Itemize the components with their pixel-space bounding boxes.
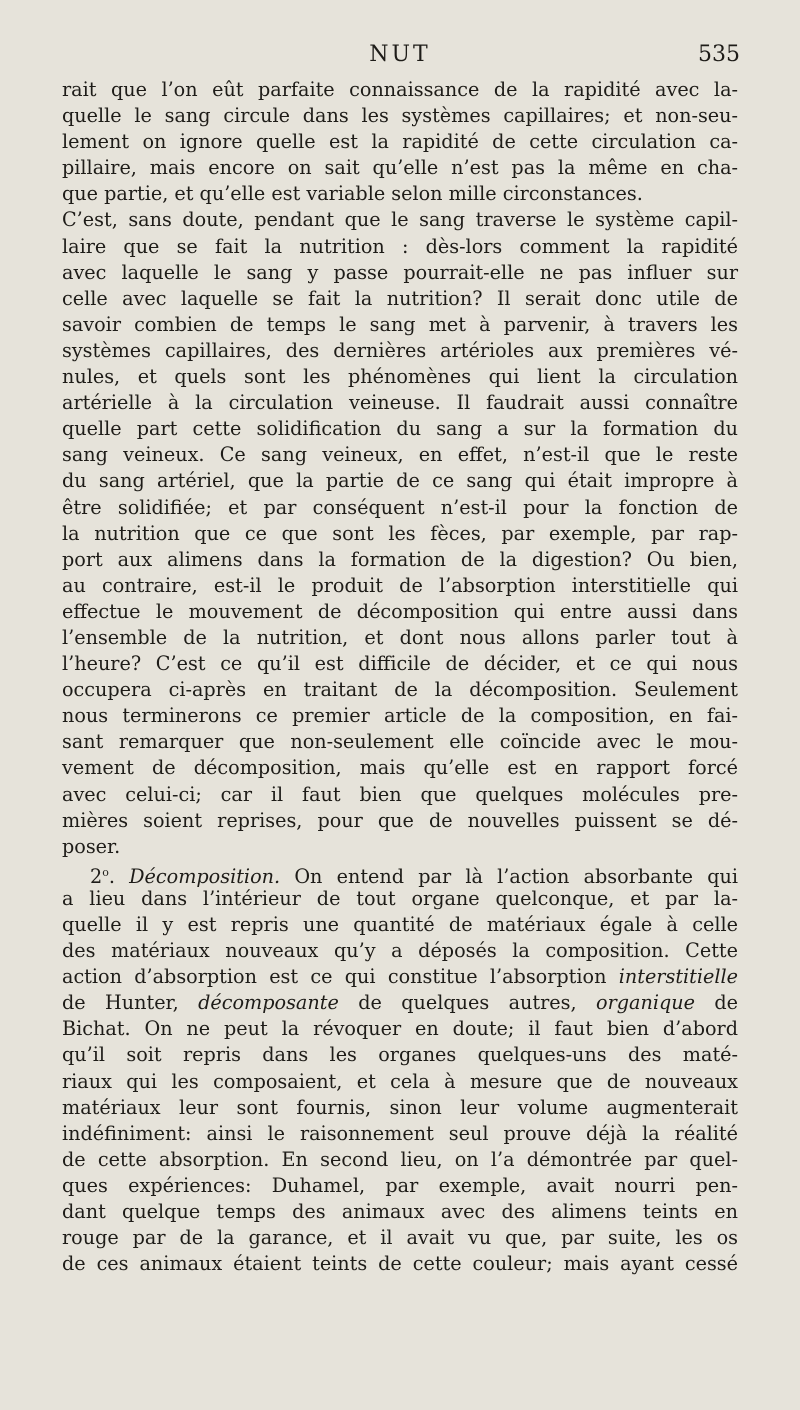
page-header — [60, 42, 740, 72]
section-2-first-line: 2$^o$. Décomposition. On entend par là l’action absorbante qui — [90, 864, 739, 888]
text-line: vement de décomposition, mais qu’elle est en rapport forcé — [62, 756, 738, 780]
text-line: matériaux leur sont fournis, sinon leur volume augmenterait — [62, 1095, 738, 1119]
text-line: occupera ci-après en traitant de la décomposition. Seulement — [62, 678, 738, 702]
text-line: effectue le mouvement de décomposition qui entre aussi dans — [62, 599, 738, 623]
text-line: avec celui-ci; car il faut bien que quelques molécules pre- — [62, 782, 738, 806]
text-line: lement on ignore quelle est la rapidité de cette circulation ca- — [62, 130, 738, 154]
text-line: nules, et quels sont les phénomènes qui lient la circulation — [62, 365, 738, 389]
text-line: action d’absorption est ce qui constitue l’absorption interstitielle — [62, 965, 738, 989]
text-line: l’ensemble de la nutrition, et dont nous allons parler tout à — [62, 625, 738, 649]
section-2-lines-b — [62, 1016, 738, 1277]
text-line: avec laquelle le sang y passe pourrait-elle ne pas influer sur — [62, 260, 738, 284]
text-line: dant quelque temps des animaux avec des alimens teints en — [62, 1200, 738, 1224]
paragraph-composition-end — [62, 77, 738, 860]
text-line: être solidifiée; et par conséquent n’est-il pour la fonction de — [62, 495, 738, 519]
text-line: sang veineux. Ce sang veineux, en effet, n’est-il que le reste — [62, 443, 738, 467]
text-line: savoir combien de temps le sang met à parvenir, à travers les — [62, 312, 738, 336]
text-line: la nutrition que ce que sont les fèces, par exemple, par rap- — [62, 521, 738, 545]
text-line: a lieu dans l’intérieur de tout organe quelconque, et par la- — [62, 886, 738, 910]
text-line: riaux qui les composaient, et cela à mesure que de nouveaux — [62, 1069, 738, 1093]
text-line: Bichat. On ne peut la révoquer en doute; il faut bien d’abord — [62, 1017, 738, 1041]
running-title: NUT — [369, 42, 431, 67]
text-line: C’est, sans doute, pendant que le sang traverse le système capil- — [62, 208, 738, 232]
section-first-line-text: On entend par là l’action absorbante qui — [294, 864, 739, 888]
text-line: quelle le sang circule dans les systèmes capillaires; et non-seu- — [62, 104, 738, 128]
text-line: que partie, et qu’elle est variable selon mille circonstances. — [62, 182, 643, 206]
text-line: sant remarquer que non-seulement elle coïncide avec le mou- — [62, 730, 738, 754]
text-line: rait que l’on eût parfaite connaissance de la rapidité avec la- — [62, 78, 738, 101]
text-line: nous terminerons ce premier article de la composition, en fai- — [62, 704, 738, 728]
text-line: mières soient reprises, pour que de nouvelles puissent se dé- — [62, 808, 738, 832]
text-line: ques expériences: Duhamel, par exemple, avait nourri pen- — [62, 1173, 738, 1197]
text-line: des matériaux nouveaux qu’y a déposés la composition. Cette — [62, 939, 738, 963]
text-line: l’heure? C’est ce qu’il est difficile de décider, et ce qui nous — [62, 652, 738, 676]
page-number: 535 — [698, 42, 740, 67]
text-line: rouge par de la garance, et il avait vu que, par suite, les os — [62, 1226, 738, 1250]
text-line: laire que se fait la nutrition : dès-lors comment la rapidité — [62, 234, 738, 258]
text-line: de cette absorption. En second lieu, on l’a démontrée par quel- — [62, 1147, 738, 1171]
text-line: pillaire, mais encore on sait qu’elle n’est pas la même en cha- — [62, 156, 738, 180]
page-body — [62, 77, 738, 1277]
text-line: port aux alimens dans la formation de la digestion? Ou bien, — [62, 547, 738, 571]
text-line: de ces animaux étaient teints de cette couleur; mais ayant cessé — [62, 1252, 738, 1276]
text-line: celle avec laquelle se fait la nutrition? Il serait donc utile de — [62, 286, 738, 310]
text-line: du sang artériel, que la partie de ce sang qui était impropre à — [62, 469, 738, 493]
section-number: 2$^o$ — [90, 864, 109, 888]
text-line: systèmes capillaires, des dernières artérioles aux premières vé- — [62, 338, 738, 362]
section-heading: Décomposition. — [129, 864, 281, 888]
section-2-lines-a — [62, 886, 738, 964]
text-line: indéfiniment: ainsi le raisonnement seul prouve déjà la réalité — [62, 1121, 738, 1145]
text-line: artérielle à la circulation veineuse. Il faudrait aussi connaître — [62, 391, 738, 415]
text-line: quelle part cette solidification du sang a sur la formation du — [62, 417, 738, 441]
text-line: poser. — [62, 834, 121, 858]
text-line: au contraire, est-il le produit de l’absorption interstitielle qui — [62, 573, 738, 597]
text-line: quelle il y est repris une quantité de matériaux égale à celle — [62, 913, 738, 936]
text-line: qu’il soit repris dans les organes quelques-uns des maté- — [62, 1043, 738, 1067]
text-line: de Hunter, décomposante de quelques autres, organique de — [62, 991, 738, 1015]
